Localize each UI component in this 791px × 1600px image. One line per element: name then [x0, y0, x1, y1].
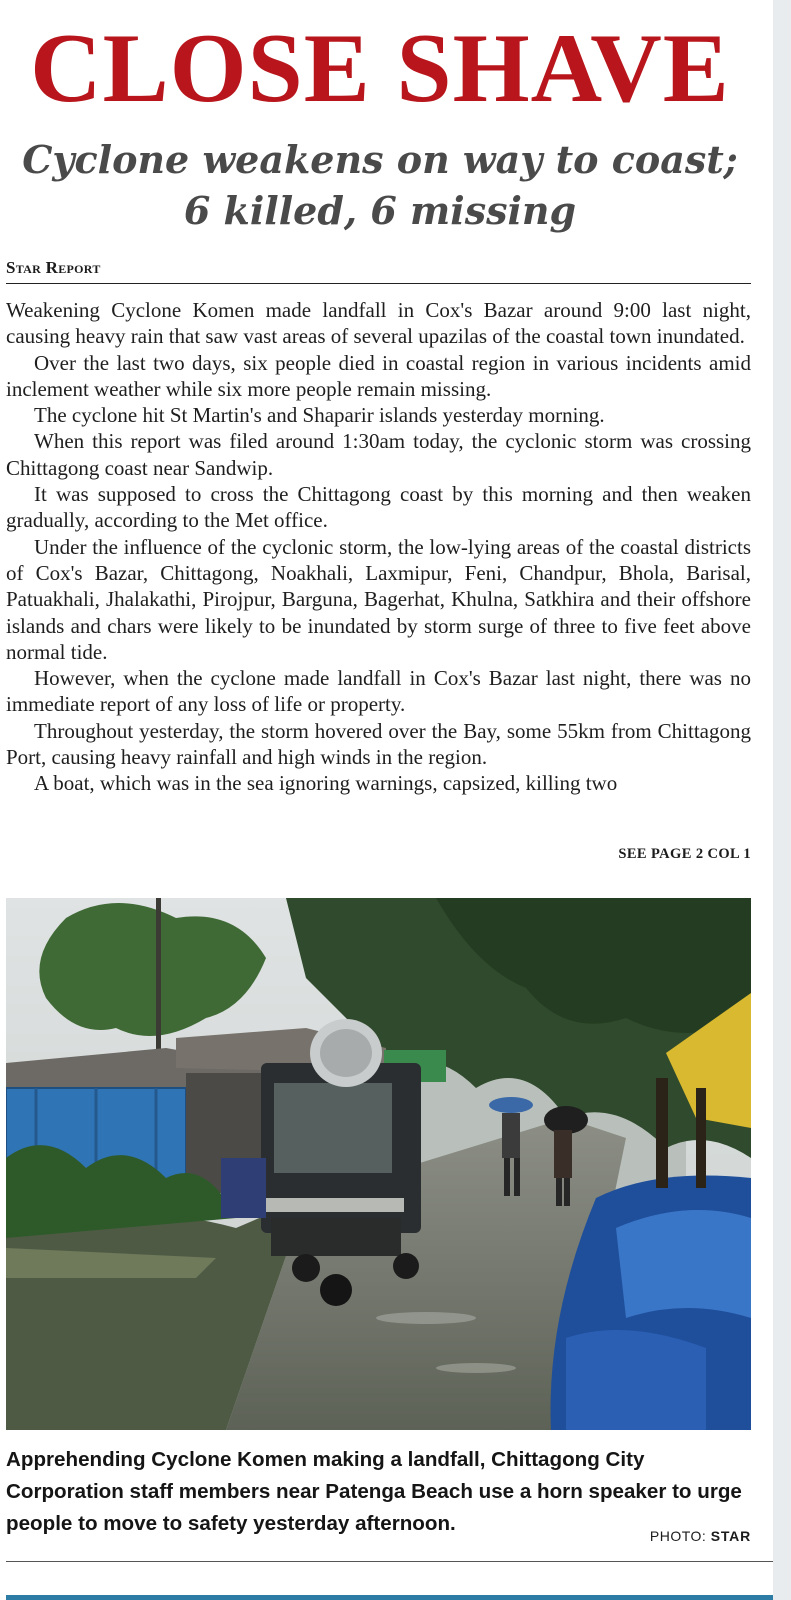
subheadline-line-2: 6 killed, 6 missing [183, 188, 577, 233]
article-paragraph: Weakening Cyclone Komen made landfall in Cox's Bazar around 9:00 last night, causing heavy rain that saw vast areas of several upazilas of the coastal town inundated. [6, 298, 751, 349]
article-paragraph: A boat, which was in the sea ignoring warnings, capsized, killing two [34, 771, 618, 796]
bottom-accent-bar [6, 1595, 791, 1600]
page-edge [773, 0, 791, 1600]
news-photo-illustration [6, 898, 751, 1430]
article-paragraph: Over the last two days, six people died in coastal region in various incidents amid inclement weather while six more people remain missing. [6, 350, 751, 401]
article-paragraph: When this report was filed around 1:30am today, the cyclonic storm was crossing Chittagong coast near Sandwip. [6, 429, 751, 480]
article-paragraph: It was supposed to cross the Chittagong coast by this morning and then weaken gradually, according to the Met office. [6, 482, 751, 533]
photo-credit [650, 1528, 751, 1544]
continued-on-page-2[interactable]: SEE PAGE 2 COL 1 [618, 846, 751, 862]
subheadline [0, 134, 760, 236]
photo-credit-source: STAR [710, 1528, 751, 1544]
photo-caption: Apprehending Cyclone Komen making a landfall, Chittagong City Corporation staff members near Patenga Beach use a horn speaker to urge people to move to safety yesterday afternoon. [6, 1448, 742, 1535]
article-body [6, 297, 751, 797]
article-paragraph: Under the influence of the cyclonic storm, the low-lying areas of the coastal districts of Cox's Bazar, Chittagong, Noakhali, Laxmipur, Feni, Chandpur, Bhola, Barisal, Patuakhali, Jhalakathi, Pirojpur, Barguna, Bagerhat, Khulna, Satkhira and their offshore islands and chars were likely to be inundated by storm surge of three to five feet above normal tide. [6, 534, 751, 664]
byline: Star Report [6, 258, 751, 284]
headline: CLOSE SHAVE [30, 14, 730, 123]
bottom-divider [6, 1561, 791, 1562]
article-paragraph: However, when the cyclone made landfall in Cox's Bazar last night, there was no immediate report of any loss of life or property. [6, 666, 751, 717]
news-photo [6, 898, 751, 1430]
article-paragraph: The cyclone hit St Martin's and Shaparir islands yesterday morning. [34, 403, 605, 428]
article-paragraph: Throughout yesterday, the storm hovered over the Bay, some 55km from Chittagong Port, causing heavy rainfall and high winds in the region. [6, 718, 751, 770]
photo-credit-label: PHOTO: [649, 1528, 707, 1544]
subheadline-line-1: Cyclone weakens on way to coast; [22, 137, 738, 182]
